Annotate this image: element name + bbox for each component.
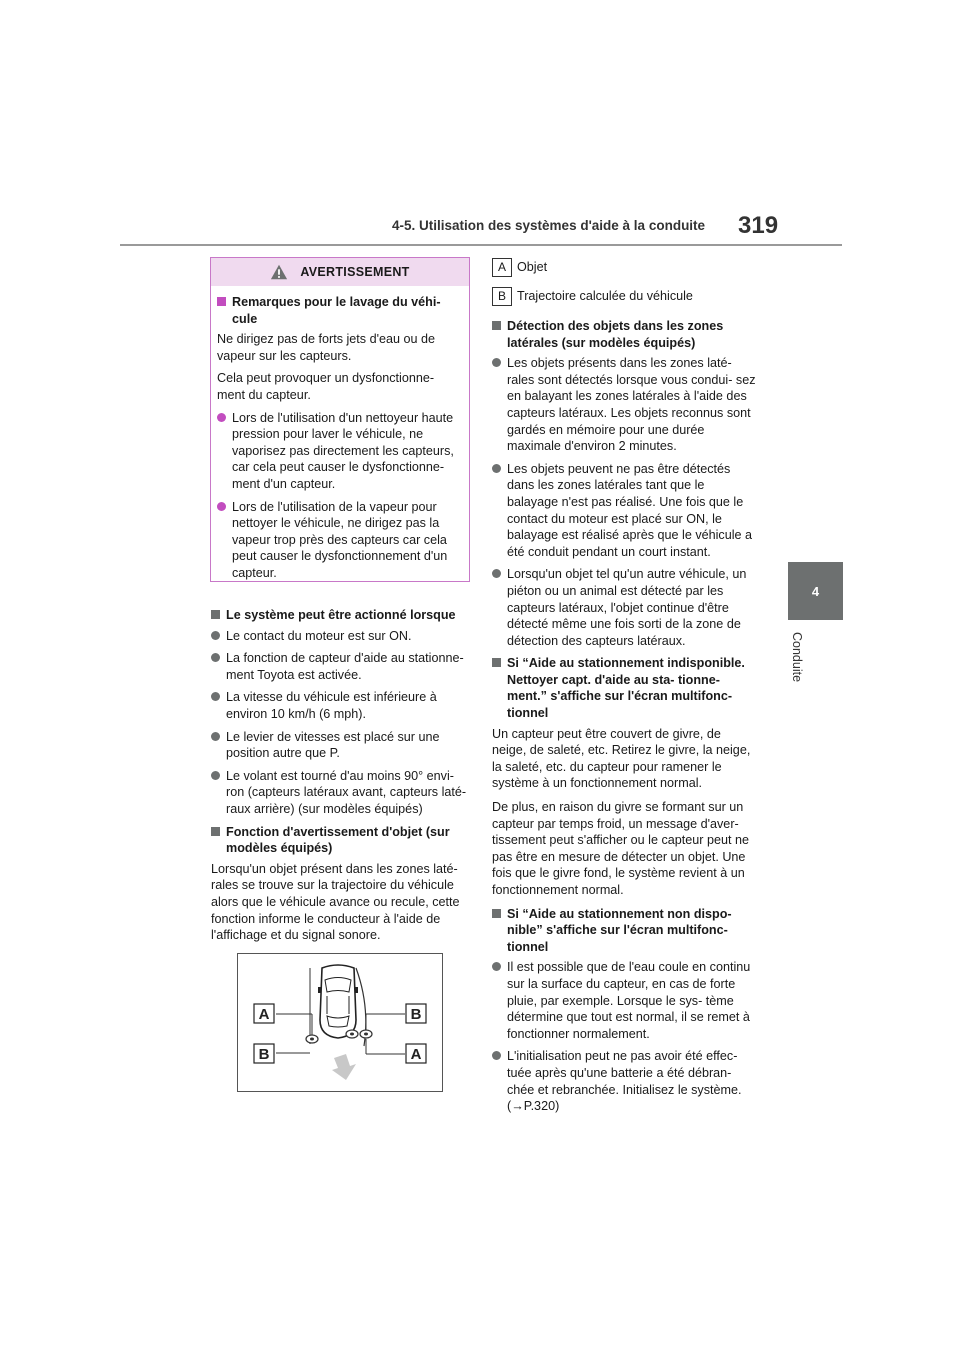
list-item-text: Le contact du moteur est sur ON. xyxy=(226,628,412,643)
chapter-label-box xyxy=(778,632,818,702)
object-icon xyxy=(306,1035,318,1043)
heading-square-icon xyxy=(492,658,501,667)
body-paragraph: Un capteur peut être couvert de givre, de neige, de saleté, etc. Retirez le givre, la neige, la saleté, etc. du capteur pour ramener le système à un fonctionnement normal. xyxy=(492,726,751,791)
heading-square-icon xyxy=(492,321,501,330)
object-icon xyxy=(346,1030,358,1038)
list-item-text: Les objets peuvent ne pas être détectés dans les zones latérales tant que le balayage n'est pas réalisé. Une fois que le contact du moteur est placé sur ON, le balayage est réalisé après que le véhicule a été conduit pendant un court instant. xyxy=(507,461,753,559)
list-item xyxy=(492,1048,756,1114)
heading-text: Si “Aide au stationnement indisponible. Nettoyer capt. d'aide au sta- tionne- ment.” s'affiche sur l'écran multifonc- tionnel xyxy=(507,656,745,721)
heading-text: Le système peut être actionné lorsque xyxy=(226,608,456,622)
warning-bullet-text: Lors de l'utilisation d'un nettoyeur haute pression pour laver le véhicule, ne vaporisez pas directement les capteurs, car cela peut causer le dysfonctionne- ment d'un capteur. xyxy=(232,410,454,491)
direction-arrow-icon xyxy=(332,1054,356,1080)
heading-square-icon xyxy=(217,297,226,306)
bullet-dot-icon xyxy=(492,358,501,367)
bullet-dot-icon xyxy=(492,1051,501,1060)
bullet-dot-icon xyxy=(217,502,226,511)
heading-square-icon xyxy=(211,610,220,619)
list-item-text: Le levier de vitesses est placé sur une position autre que P. xyxy=(226,729,440,761)
bullet-dot-icon xyxy=(211,631,220,640)
warning-heading xyxy=(217,294,461,327)
list-item xyxy=(492,355,756,455)
legend-row xyxy=(492,287,756,306)
chapter-tab xyxy=(788,562,843,620)
chapter-label: Conduite xyxy=(790,632,804,683)
object-icon xyxy=(360,1030,372,1038)
bullet-dot-icon xyxy=(211,771,220,780)
left-column xyxy=(211,607,469,951)
heading-text: Fonction d'avertissement d'objet (sur modèles équipés) xyxy=(226,824,450,856)
header-divider xyxy=(120,244,842,246)
warning-para: Cela peut provoquer un dysfonctionne- ment du capteur. xyxy=(217,371,435,402)
legend-text: Objet xyxy=(517,260,548,275)
body-paragraph: Lorsqu'un objet présent dans les zones laté- rales se trouve sur la trajectoire du véhicule alors que le véhicule avance ou recule, cette fonction informe le conducteur à l'aide de l'affichage et du signal sonore. xyxy=(211,861,460,943)
body-paragraph: De plus, en raison du givre se formant sur un capteur par temps froid, un message d'aver- tissement peut s'afficher ou le capteur peut ne pas être en mesure de détecter un objet. Une fois que le givre fond, le système revient à un fonctionnement normal. xyxy=(492,800,750,897)
bullet-dot-icon xyxy=(492,569,501,578)
legend-key: A xyxy=(492,258,512,277)
list-item xyxy=(492,461,756,561)
legend-text: Trajectoire calculée du véhicule xyxy=(517,289,693,304)
warning-para: Ne dirigez pas de forts jets d'eau ou de vapeur sur les capteurs. xyxy=(217,332,436,363)
vehicle-diagram xyxy=(238,954,442,1091)
bullet-dot-icon xyxy=(211,732,220,741)
bullet-dot-icon xyxy=(492,464,501,473)
car-icon xyxy=(318,965,358,1038)
section-heading xyxy=(211,824,469,857)
list-item-text: Lorsqu'un objet tel qu'un autre véhicule, un piéton ou un animal est détecté par les capteurs latéraux, l'objet continue d'être détecté même une fois sorti de la zone de détection des capteurs latéraux. xyxy=(507,567,747,648)
list-item xyxy=(492,566,756,649)
warning-bullet-text: Lors de l'utilisation de la vapeur pour nettoyer le véhicule, ne dirigez pas la vapeur trop près des capteurs car cela peut causer le dysfonctionnement d'un capteur. xyxy=(232,499,448,580)
list-item xyxy=(211,650,469,683)
list-item-text: Le volant est tourné d'au moins 90° envi- ron (capteurs latéraux avant, capteurs laté- raux arrière) (sur modèles équipés) xyxy=(226,768,467,816)
heading-square-icon xyxy=(211,827,220,836)
warning-bullet xyxy=(217,410,461,493)
figure-label-b: B xyxy=(258,1046,270,1063)
list-item xyxy=(211,768,469,818)
heading-square-icon xyxy=(492,909,501,918)
list-item xyxy=(211,689,469,722)
warning-triangle-icon xyxy=(270,263,288,281)
legend-key: B xyxy=(492,287,512,306)
bullet-dot-icon xyxy=(492,962,501,971)
section-title: 4-5. Utilisation des systèmes d'aide à la conduite xyxy=(392,218,706,233)
figure-label-a: A xyxy=(410,1046,422,1063)
list-item-text: Les objets présents dans les zones laté- rales sont détectés lorsque vous condui- sez en balayant les zones latérales à l'aide des capteurs latéraux. Les objets reconnus sont gardés en mémoire pour une durée maximale d'environ 2 minutes. xyxy=(507,356,756,454)
list-item-text: La vitesse du véhicule est inférieure à environ 10 km/h (6 mph). xyxy=(226,690,437,721)
figure-label-b: B xyxy=(410,1006,422,1023)
warning-bullet xyxy=(217,499,461,582)
list-item xyxy=(492,959,756,1042)
list-item xyxy=(211,729,469,762)
heading-text: Si “Aide au stationnement non dispo- nible” s'affiche sur l'écran multifonc- tionnel xyxy=(507,906,732,954)
warning-header xyxy=(211,258,469,286)
list-item-text: L'initialisation peut ne pas avoir été effec- tuée après qu'une batterie a été débran- chée et rebranchée. Initialisez le système. (→P.320) xyxy=(507,1049,742,1114)
section-heading xyxy=(211,607,469,624)
page-number: 319 xyxy=(738,212,779,239)
bullet-dot-icon xyxy=(217,413,226,422)
right-column xyxy=(492,258,756,1121)
bullet-dot-icon xyxy=(211,653,220,662)
warning-box xyxy=(210,257,470,582)
warning-body xyxy=(211,286,469,582)
bullet-dot-icon xyxy=(211,692,220,701)
warning-title: AVERTISSEMENT xyxy=(300,265,410,279)
heading-text: Détection des objets dans les zones latérales (sur modèles équipés) xyxy=(507,319,724,350)
section-heading xyxy=(492,318,756,351)
section-heading xyxy=(492,655,756,721)
list-item-text: La fonction de capteur d'aide au stationne- ment Toyota est activée. xyxy=(226,651,464,682)
legend-row xyxy=(492,258,756,277)
list-item-text: Il est possible que de l'eau coule en continu sur la surface du capteur, en cas de forte pluie, par exemple. Lorsque le sys- tème détermine que tout est normal, il se remet à fonctionner normalement. xyxy=(507,960,751,1041)
parking-sensor-figure xyxy=(237,953,443,1092)
section-heading xyxy=(492,906,756,956)
figure-label-a: A xyxy=(258,1006,270,1023)
list-item xyxy=(211,628,469,645)
warning-heading-text: Remarques pour le lavage du véhi- cule xyxy=(232,295,441,326)
chapter-number: 4 xyxy=(811,583,820,599)
